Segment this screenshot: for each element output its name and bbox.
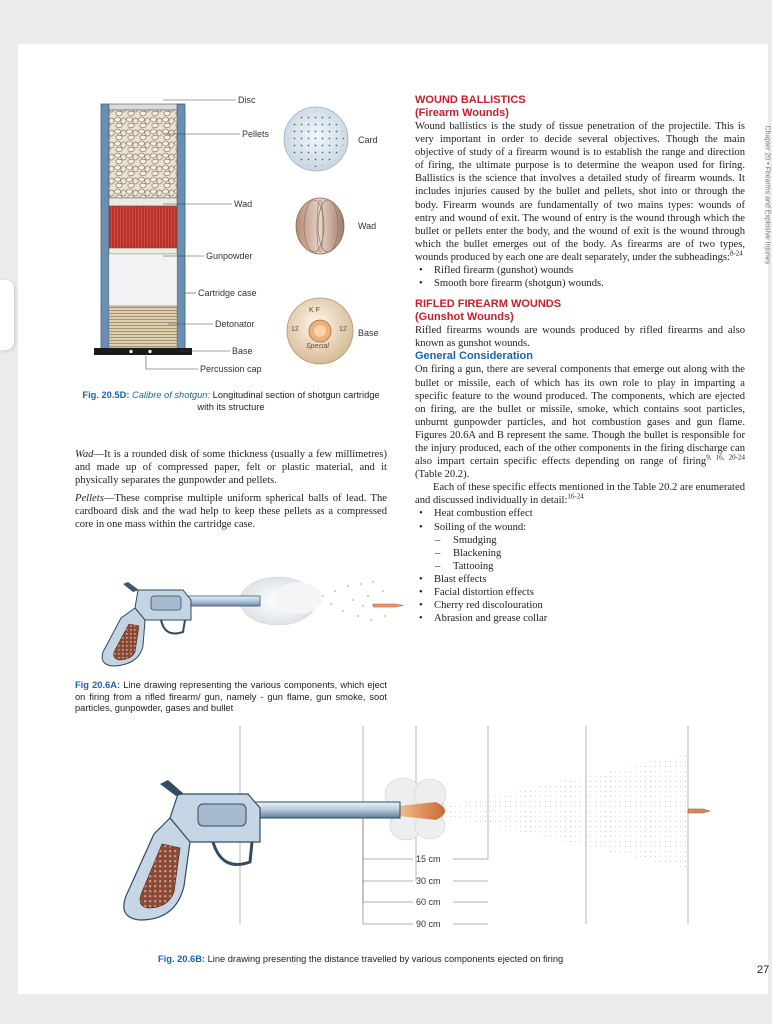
- label-detonator: Detonator: [215, 319, 255, 329]
- list-wound-types: [415, 264, 745, 290]
- paragraph-rifled: Rifled firearms wounds are wounds produced by rifled firearms and also known as gunshot wounds.: [415, 325, 745, 350]
- label-base-disk: Base: [358, 328, 379, 338]
- list-item: • Abrasion and grease collar: [415, 612, 745, 625]
- list-effects: [415, 507, 745, 533]
- distance-30-cm: 30 cm: [416, 876, 441, 886]
- list-item: • Heat combustion effect: [415, 507, 745, 520]
- page-number: 27: [757, 964, 770, 976]
- pellets-paragraph: Pellets—These comprise multiple uniform spherical balls of lead. The cardboard disk and the wad help to keep these pellets as a compressed core in one mass within the cartridge case.: [75, 493, 387, 531]
- distance-60-cm: 60 cm: [416, 897, 441, 907]
- label-percussion-cap: Percussion cap: [200, 364, 262, 374]
- side-panel-handle[interactable]: [0, 280, 14, 350]
- fig-20-6b-caption: Fig. 20.6B: Line drawing presenting the distance travelled by various components ejected on firing: [158, 954, 564, 964]
- stamp-special: Special: [306, 343, 329, 350]
- wad-paragraph: Wad—It is a rounded disk of some thickness (usually a few millimetres) and made up of compressed paper, felt or plastic material, and it physically separates the gunpowder and pellets.: [75, 449, 387, 487]
- list-effects-continued: [415, 573, 745, 625]
- stamp-12-left: 12: [291, 326, 299, 333]
- list-item: • Soiling of the wound:: [415, 521, 745, 534]
- paragraph-general: On firing a gun, there are several components that emerge out along with the bullet or missile, each of which has its own role to play in imparting a specific feature to the wound produced. The components, which are ejected on firing, are the bullet or missile, smoke, which contains soot particles, unburnt gunpowder particles, and hot combustion gases and gun flame. Figures 20.6A and B represent the same. Though the bullet is responsible for the injury produced, each of the other components in the firing discharge can also impart certain specific effects depending on range of firing$^{9, 16, 20-24}$ (Table 20.2).: [415, 364, 745, 481]
- label-wad: Wad: [234, 199, 253, 209]
- list-item: • Smooth bore firearm (shotgun) wounds.: [415, 277, 745, 290]
- list-item: – Blackening: [415, 547, 745, 560]
- label-disc: Disc: [238, 95, 256, 105]
- stamp-12-right: 12: [339, 326, 347, 333]
- left-column-text: [75, 448, 387, 532]
- label-pellets: Pellets: [242, 129, 270, 139]
- stamp-kf: K F: [309, 307, 320, 314]
- list-item: – Tattooing: [415, 560, 745, 573]
- list-soiling: [415, 534, 745, 573]
- distance-90-cm: 90 cm: [416, 919, 441, 929]
- heading-wound-ballistics: WOUND BALLISTICS: [415, 94, 526, 106]
- label-wad-disk: Wad: [358, 221, 377, 231]
- subheading-gunshot-wounds: (Gunshot Wounds): [415, 311, 514, 324]
- heading-rifled-firearm-wounds: RIFLED FIREARM WOUNDS: [415, 298, 562, 311]
- right-column-text: [415, 94, 745, 625]
- fig-20-6b-distance-drawing: [118, 724, 758, 949]
- side-running-head: Chapter 20 • Firearms and Explosive Injuries: [763, 125, 771, 265]
- paragraph-effects-intro: Each of these specific effects mentioned in the Table 20.2 are enumerated and discussed individually in detail:$^{16-24}$: [415, 482, 745, 507]
- book-page: [18, 44, 771, 994]
- list-item: • Rifled firearm (gunshot) wounds: [415, 264, 745, 277]
- list-item: – Smudging: [415, 534, 745, 547]
- heading-general-consideration: General Consideration: [415, 350, 533, 363]
- list-item: • Blast effects: [415, 573, 745, 586]
- fig-20-6a-caption: Fig 20.6A: Line drawing representing the various components, which eject on firing from a rifled firearm/ gun, namely - gun flame, gun smoke, soot particles, gunpowder, gases and bullet: [75, 680, 387, 713]
- label-card: Card: [358, 135, 378, 145]
- paragraph-wound-ballistics: Wound ballistics is the study of tissue penetration of the projectile. This is very important in order to decide several objectives. Though the main objective of study of a firearm wound is to establish the range and direction of firing, the ultimate purpose is to determine the weapon used for firing. Ballistics is the science that involves a detailed study of firearm wounds. It includes injuries caused by the bullet and pellets, shot into or through the body. Firearm wounds are fundamentally of two mains types: wounds of entry and wound of exit. The wound of entry is the wound through which the bullet or pellets enter the body, and the wound of exit is the wound through which the bullet emerges out of the body. As firearms are of two types, wounds produced by each one are dealt separately, under the subheadings:$^{8-24}$: [415, 121, 745, 263]
- subheading-firearm-wounds: (Firearm Wounds): [415, 107, 509, 119]
- list-item: • Facial distortion effects: [415, 586, 745, 599]
- label-base: Base: [232, 346, 253, 356]
- list-item: • Cherry red discolouration: [415, 599, 745, 612]
- distance-15-cm: 15 cm: [416, 854, 441, 864]
- fig-20-6a-revolver-drawing: [73, 556, 403, 684]
- fig-20-5d-caption: Fig. 20.5D: Calibre of shotgun: Longitudinal section of shotgun cartridge with its structure: [82, 390, 380, 412]
- label-gunpowder: Gunpowder: [206, 251, 253, 261]
- label-cartridge-case: Cartridge case: [198, 288, 257, 298]
